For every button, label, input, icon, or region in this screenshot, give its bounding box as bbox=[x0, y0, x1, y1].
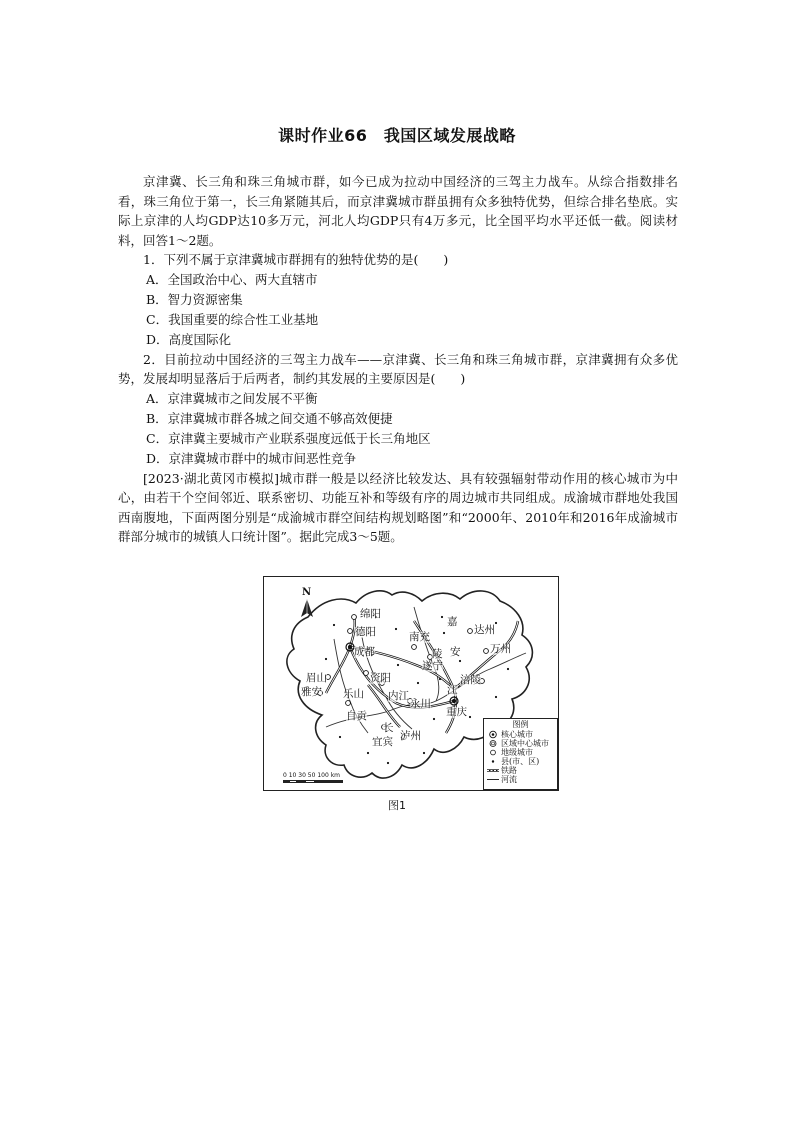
map-legend bbox=[483, 718, 558, 790]
content-body bbox=[118, 172, 678, 547]
chengyu-map-figure bbox=[263, 576, 559, 791]
legend-row-prefecture-city: 地级城市 bbox=[484, 748, 557, 757]
map-label-ziyang: 资阳 bbox=[370, 672, 391, 684]
map-label-an: 安 bbox=[450, 646, 461, 658]
map-label-yibin: 宜宾 bbox=[372, 736, 393, 748]
legend-row-regional-city: 区域中心城市 bbox=[484, 739, 557, 748]
regional-city-icon bbox=[487, 739, 499, 748]
legend-row-river: 河流 bbox=[484, 775, 557, 784]
map-label-chengdu: 成都 bbox=[354, 646, 375, 658]
question-1-stem: 1．下列不属于京津冀城市群拥有的独特优势的是( ) bbox=[143, 252, 449, 267]
figure-caption: 图1 bbox=[388, 799, 406, 812]
map-label-mianyang: 绵阳 bbox=[360, 608, 381, 620]
map-label-lingyi: 陵 bbox=[432, 648, 443, 660]
intro-paragraph-2: [2023·湖北黄冈市模拟]城市群一般是以经济比较发达、具有较强辐射带动作用的核心城市为中心，由若干个空间邻近、联系密切、功能互补和等级有序的周边城市共同组成。成渝城市群地处我国西南腹地，下面两图分别是“成渝城市群空间结构规划略图”和“2000年、2010年和2016年成渝城市群部分城市的城镇人口统计图”。据此完成3～5题。 bbox=[118, 470, 678, 544]
question-1-option-c: C．我国重要的综合性工业基地 bbox=[146, 311, 319, 327]
map-label-fuling: 涪陵 bbox=[460, 674, 481, 686]
map-label-leshan: 乐山 bbox=[343, 688, 364, 700]
map-label-dazhou: 达州 bbox=[474, 624, 495, 636]
north-label: N bbox=[302, 587, 312, 598]
map-label-chang: 长 bbox=[383, 722, 394, 734]
map-label-wanzhou: 万州 bbox=[490, 643, 511, 655]
core-city-icon bbox=[487, 730, 499, 739]
legend-title: 图例 bbox=[512, 720, 529, 729]
railway-icon bbox=[487, 766, 499, 775]
question-1-option-d: D．高度国际化 bbox=[146, 331, 232, 347]
legend-row-railway: 铁路 bbox=[484, 766, 557, 775]
map-label-yongchuan: 永川 bbox=[410, 698, 431, 710]
legend-row-county: 县(市、区) bbox=[484, 757, 557, 766]
prefecture-city-icon bbox=[487, 748, 499, 757]
question-1-option-b: B．智力资源密集 bbox=[146, 291, 243, 307]
question-2-option-b: B．京津冀城市群各城之间交通不够高效便捷 bbox=[146, 410, 393, 426]
map-label-meishan: 眉山 bbox=[306, 672, 327, 684]
map-label-neijiang: 内江 bbox=[388, 690, 409, 702]
question-2-option-a: A．京津冀城市之间发展不平衡 bbox=[146, 390, 318, 406]
river-icon bbox=[487, 775, 499, 784]
map-label-luzhou: 泸州 bbox=[400, 730, 421, 742]
map-label-chongqing: 重庆 bbox=[446, 706, 467, 718]
legend-row-core-city: 核心城市 bbox=[484, 730, 557, 739]
page-title: 课时作业66 我国区域发展战略 bbox=[278, 126, 516, 145]
map-label-jia: 嘉 bbox=[447, 616, 458, 628]
question-2-stem: 2．目前拉动中国经济的三驾主力战车——京津冀、长三角和珠三角城市群，京津冀拥有众多优势，发展却明显落后于后两者，制约其发展的主要原因是( ) bbox=[118, 351, 678, 386]
map-scale-bar bbox=[283, 780, 343, 783]
intro-paragraph-1: 京津冀、长三角和珠三角城市群，如今已成为拉动中国经济的三驾主力战车。从综合指数排名看，珠三角位于第一，长三角紧随其后，而京津冀城市群虽拥有众多独特优势，但综合排名垫底。实际上京津的人均GDP达10多万元，河北人均GDP只有4万多元，比全国平均水平还低一截。阅读材料，回答1～2题。 bbox=[118, 174, 678, 248]
map-label-jiang: 江 bbox=[447, 684, 458, 696]
map-label-suining: 遂宁 bbox=[422, 660, 443, 672]
question-2-option-c: C．京津冀主要城市产业联系强度远低于长三角地区 bbox=[146, 430, 431, 446]
map-label-deyang: 德阳 bbox=[355, 626, 376, 638]
map-label-nanchong: 南充 bbox=[409, 631, 430, 643]
north-arrow-icon bbox=[301, 599, 313, 617]
question-2-option-d: D．京津冀城市群中的城市间恶性竞争 bbox=[146, 450, 357, 466]
map-label-ya-an: 雅安 bbox=[301, 686, 322, 698]
map-scale-label: 0 10 30 50 100 km bbox=[283, 772, 341, 779]
county-icon bbox=[487, 757, 499, 766]
map-label-zigong: 自贡 bbox=[346, 710, 367, 722]
question-1-option-a: A．全国政治中心、两大直辖市 bbox=[146, 271, 318, 287]
